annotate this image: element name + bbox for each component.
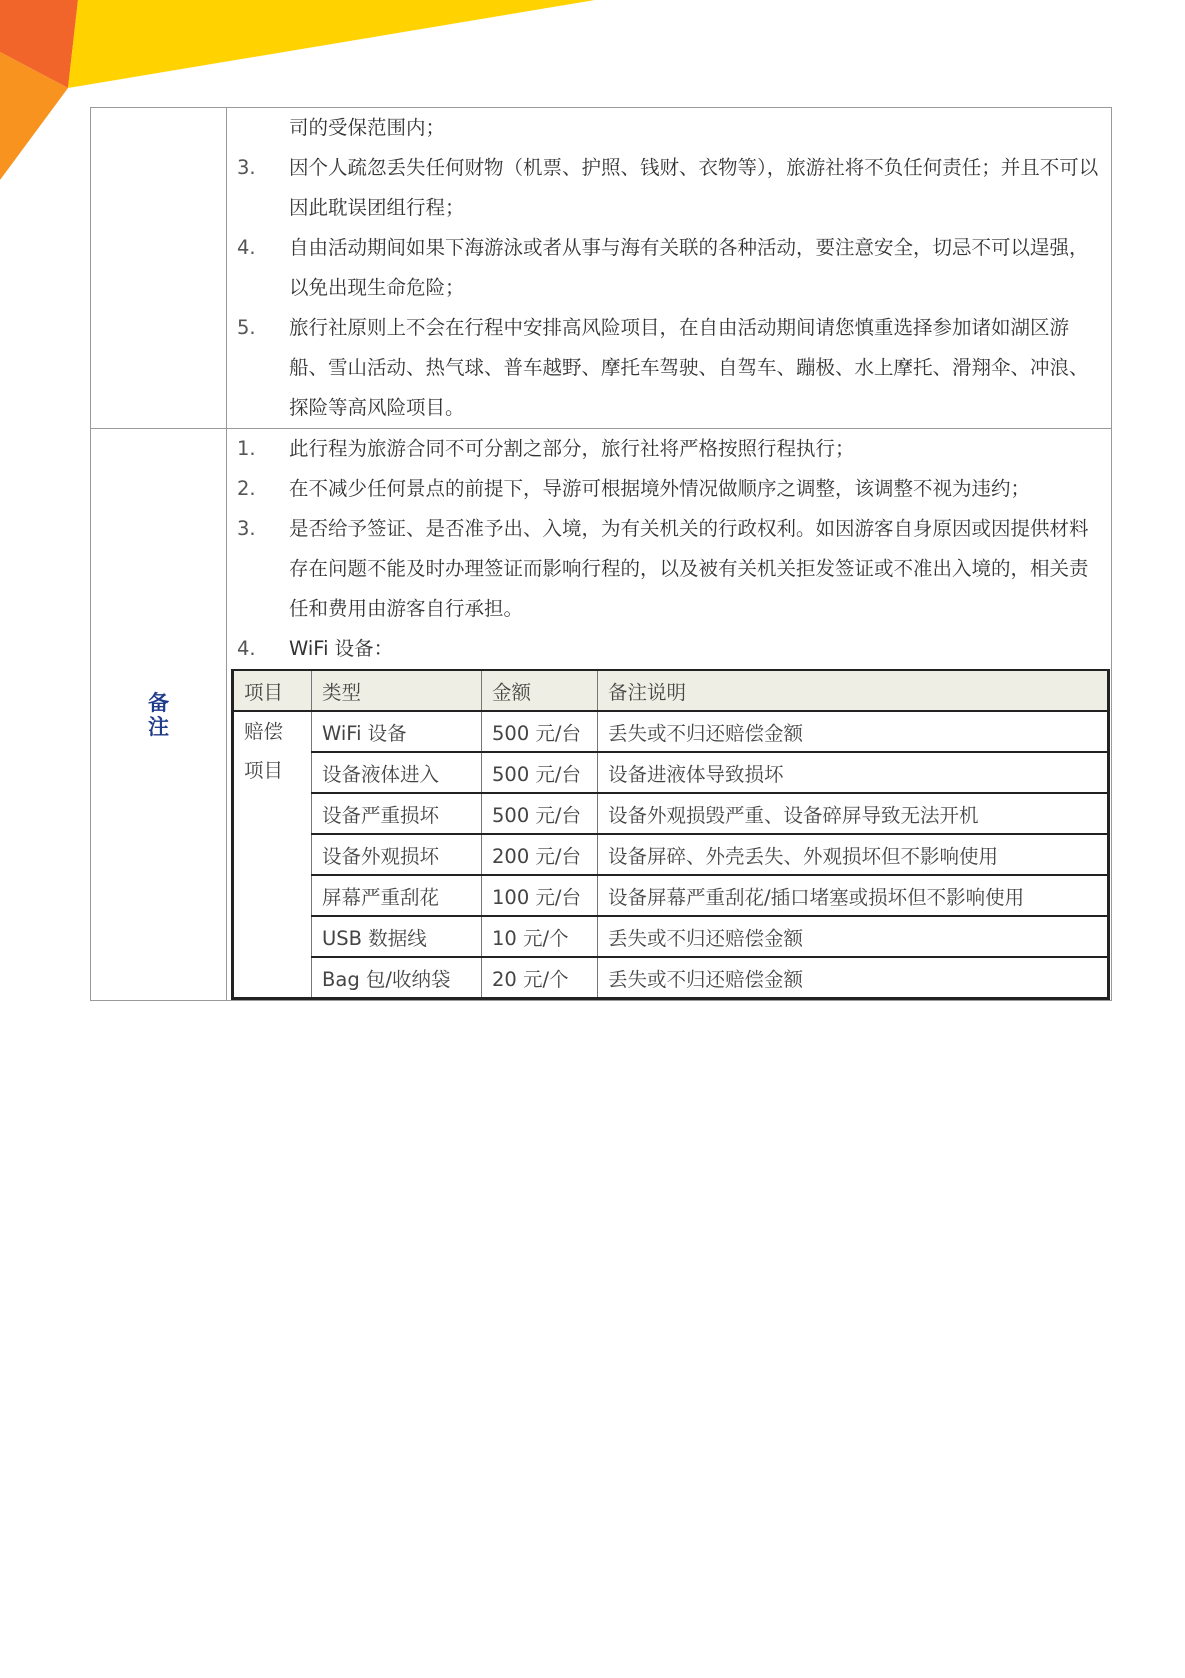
header-amount: 金额 xyxy=(482,670,598,711)
section-row-1 xyxy=(91,108,1112,429)
cell-type: USB 数据线 xyxy=(312,916,482,957)
cell-amount: 100 元/台 xyxy=(482,875,598,916)
cell-description: 设备屏碎、外壳丢失、外观损坏但不影响使用 xyxy=(598,834,1109,875)
list-item: 3. 是否给予签证、是否准予出、入境，为有关机关的行政权利。如因游客自身原因或因提供材料存在问题不能及时办理签证而影响行程的，以及被有关机关拒发签证或不准出入境的，相关责任和费用由游客自行承担。 xyxy=(237,517,1089,620)
section-label-cell-empty xyxy=(91,108,227,429)
cell-amount: 20 元/个 xyxy=(482,957,598,999)
cell-description: 设备外观损毁严重、设备碎屏导致无法开机 xyxy=(598,793,1109,834)
list-item: 4. 自由活动期间如果下海游泳或者从事与海有关联的各种活动，要注意安全，切忌不可以逞强，以免出现生命危险； xyxy=(237,236,1089,299)
cell-description: 丢失或不归还赔偿金额 xyxy=(598,916,1109,957)
section-row-2 xyxy=(91,429,1112,1001)
header-description: 备注说明 xyxy=(598,670,1109,711)
list-item: 5. 旅行社原则上不会在行程中安排高风险项目，在自由活动期间请您慎重选择参加诸如湖区游船、雪山活动、热气球、普车越野、摩托车驾驶、自驾车、蹦极、水上摩托、滑翔伞、冲浪、探险等高风险项目。 xyxy=(237,316,1089,419)
cell-amount: 500 元/台 xyxy=(482,793,598,834)
list-item: 1. 此行程为旅游合同不可分割之部分，旅行社将严格按照行程执行； xyxy=(237,437,855,460)
wifi-compensation-table xyxy=(231,669,1110,1000)
table-row xyxy=(233,916,1109,957)
cell-description: 丢失或不归还赔偿金额 xyxy=(598,711,1109,752)
notice-list-2 xyxy=(237,429,1105,669)
table-row xyxy=(233,711,1109,752)
cell-amount: 10 元/个 xyxy=(482,916,598,957)
cell-amount: 200 元/台 xyxy=(482,834,598,875)
cell-type: Bag 包/收纳袋 xyxy=(312,957,482,999)
category-cell: 赔偿 项目 xyxy=(244,720,284,782)
list-item: 2. 在不减少任何景点的前提下，导游可根据境外情况做顺序之调整，该调整不视为违约； xyxy=(237,477,1031,500)
cell-type: 设备外观损坏 xyxy=(312,834,482,875)
table-row xyxy=(233,793,1109,834)
table-row xyxy=(233,834,1109,875)
cell-description: 丢失或不归还赔偿金额 xyxy=(598,957,1109,999)
cell-amount: 500 元/台 xyxy=(482,752,598,793)
cell-description: 设备进液体导致损坏 xyxy=(598,752,1109,793)
section-content-2 xyxy=(227,429,1112,1001)
cell-amount: 500 元/台 xyxy=(482,711,598,752)
cell-type: WiFi 设备 xyxy=(312,711,482,752)
table-header-row xyxy=(233,670,1109,711)
yellow-shard xyxy=(68,0,595,88)
list-item: 3. 因个人疏忽丢失任何财物（机票、护照、钱财、衣物等），旅游社将不负任何责任；并且不可以因此耽误团组行程； xyxy=(237,156,1099,219)
cell-type: 设备严重损坏 xyxy=(312,793,482,834)
header-item: 项目 xyxy=(233,670,312,711)
section-content-1 xyxy=(227,108,1112,429)
notice-list-1 xyxy=(237,148,1105,428)
table-row xyxy=(233,957,1109,999)
cell-type: 设备液体进入 xyxy=(312,752,482,793)
table-row xyxy=(233,875,1109,916)
remarks-label-cell xyxy=(91,429,227,1001)
list-item: 4. WiFi 设备： xyxy=(237,637,394,660)
itinerary-notes-table xyxy=(90,107,1112,1001)
remarks-label: 备注 xyxy=(148,690,169,739)
cell-description: 设备屏幕严重刮花/插口堵塞或损坏但不影响使用 xyxy=(598,875,1109,916)
table-row xyxy=(233,752,1109,793)
cell-type: 屏幕严重刮花 xyxy=(312,875,482,916)
header-type: 类型 xyxy=(312,670,482,711)
continued-text: 司的受保范围内； xyxy=(289,116,446,139)
